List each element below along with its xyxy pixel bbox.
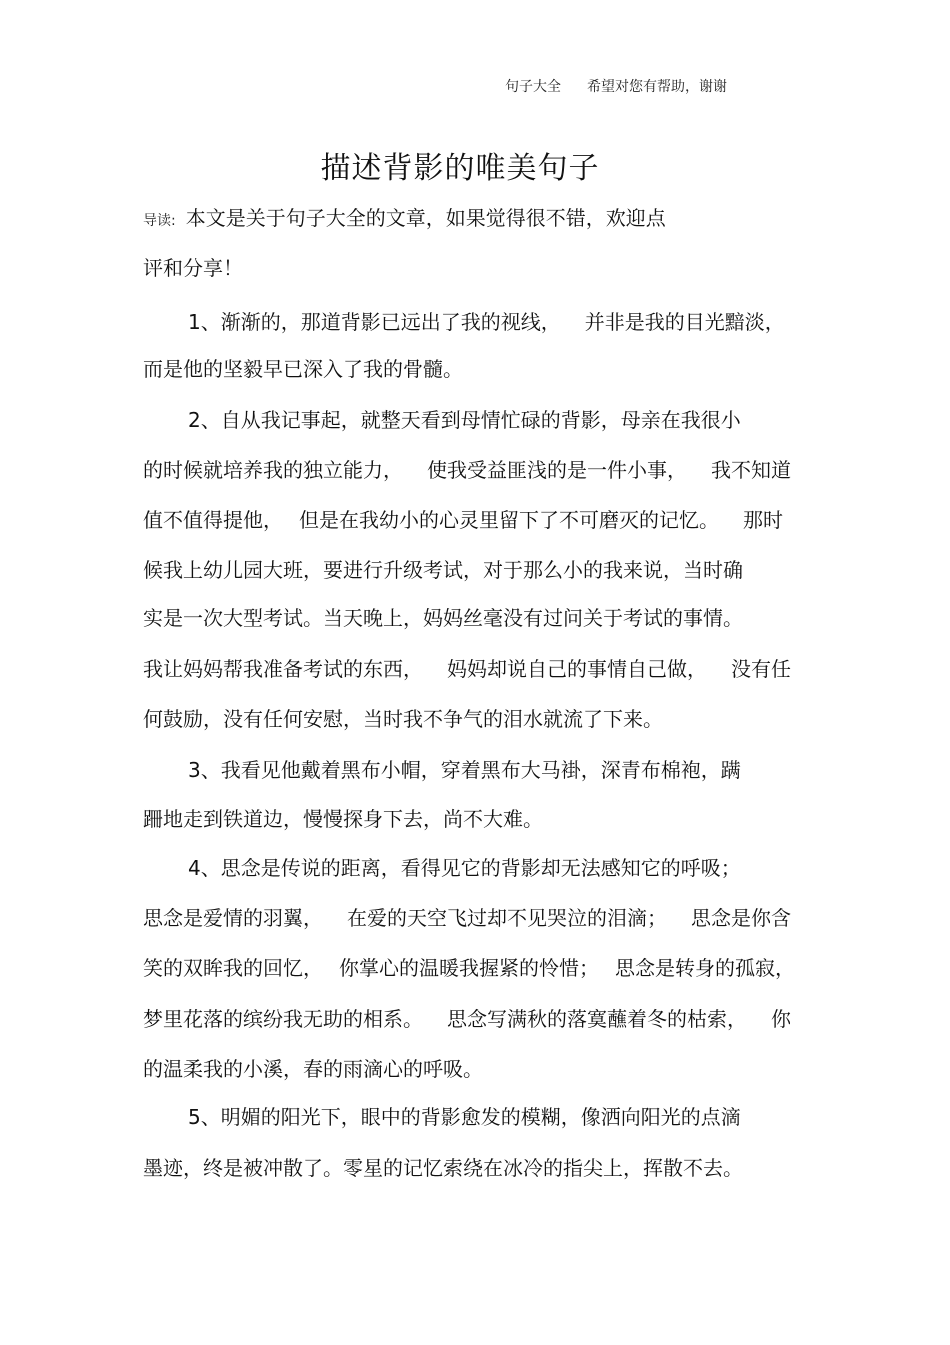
- paragraph-line: [143, 905, 791, 931]
- text-segment: 4、思念是传说的距离，看得见它的背影却无法感知它的呼吸；: [188, 856, 741, 880]
- header-left-text: 句子大全: [505, 79, 561, 95]
- header-right-text: 希望对您有帮助，谢谢: [587, 79, 727, 95]
- text-segment: 思念是爱情的羽翼，: [143, 906, 323, 930]
- paragraph-line: [188, 855, 741, 881]
- text-segment: 我不知道: [711, 458, 791, 482]
- text-segment: 并非是我的目光黯淡，: [584, 310, 785, 334]
- text-segment: 墨迹，终是被冲散了。零星的记忆索绕在冰冷的指尖上，挥散不去。: [143, 1156, 743, 1180]
- text-segment: 3、我看见他戴着黑布小帽，穿着黑布大马褂，深青布棉袍，蹒: [188, 758, 741, 782]
- text-segment: 候我上幼儿园大班，要进行升级考试，对于那么小的我来说，当时确: [143, 558, 743, 582]
- paragraph-line: [143, 356, 463, 382]
- text-segment: 的温柔我的小溪，春的雨滴心的呼吸。: [143, 1057, 483, 1081]
- text-segment: 思念写满秋的落寞蘸着冬的枯索，: [447, 1007, 747, 1031]
- page-header: [505, 76, 727, 96]
- text-segment: 1、渐渐的，那道背影已远出了我的视线，: [188, 310, 561, 334]
- text-segment: 但是在我幼小的心灵里留下了不可磨灭的记忆。: [299, 508, 719, 532]
- text-segment: 在爱的天空飞过却不见哭泣的泪滴；: [347, 906, 667, 930]
- paragraph-line: [188, 1104, 741, 1130]
- paragraph-line: [143, 507, 783, 533]
- paragraph-line: [143, 605, 743, 631]
- text-segment: 跚地走到铁道边，慢慢探身下去，尚不大难。: [143, 807, 543, 831]
- text-segment: 梦里花落的缤纷我无助的相系。: [143, 1007, 423, 1031]
- paragraph-line: [188, 407, 741, 433]
- text-segment: 没有任: [731, 657, 791, 681]
- text-segment: 何鼓励，没有任何安慰，当时我不争气的泪水就流了下来。: [143, 707, 663, 731]
- paragraph-line: [143, 557, 743, 583]
- text-segment: 你掌心的温暖我握紧的怜惜；: [339, 956, 599, 980]
- paragraph-line: [143, 806, 543, 832]
- text-segment: 5、明媚的阳光下，眼中的背影愈发的模糊，像洒向阳光的点滴: [188, 1105, 741, 1129]
- intro-text-1: 本文是关于句子大全的文章，如果觉得很不错，欢迎点: [185, 206, 666, 230]
- paragraph-line: [143, 656, 791, 682]
- paragraph-line: [143, 457, 791, 483]
- text-segment: 那时: [743, 508, 783, 532]
- text-segment: 2、自从我记事起，就整天看到母情忙碌的背影，母亲在我很小: [188, 408, 741, 432]
- text-segment: 思念是转身的孤寂，: [615, 956, 795, 980]
- text-segment: 而是他的坚毅早已深入了我的骨髓。: [143, 357, 463, 381]
- text-segment: 的时候就培养我的独立能力，: [143, 458, 403, 482]
- intro-line-1: [143, 205, 666, 234]
- text-segment: 你: [771, 1007, 791, 1031]
- paragraph-line: [143, 706, 663, 732]
- paragraph-line: [188, 309, 785, 335]
- page-title: 描述背影的唯美句子: [320, 151, 600, 186]
- paragraph-line: [143, 1056, 483, 1082]
- paragraph-line: [143, 955, 795, 981]
- intro-line-2: 评和分享！: [143, 256, 243, 280]
- text-segment: 笑的双眸我的回忆，: [143, 956, 323, 980]
- paragraph-line: [143, 1155, 743, 1181]
- text-segment: 我让妈妈帮我准备考试的东西，: [143, 657, 423, 681]
- paragraph-line: [188, 757, 741, 783]
- text-segment: 实是一次大型考试。当天晚上，妈妈丝毫没有过问关于考试的事情。: [143, 606, 743, 630]
- intro-label: 导读:: [143, 213, 176, 229]
- text-segment: 思念是你含: [691, 906, 791, 930]
- text-segment: 妈妈却说自己的事情自己做，: [447, 657, 707, 681]
- text-segment: 使我受益匪浅的是一件小事，: [427, 458, 687, 482]
- paragraph-line: [143, 1006, 791, 1032]
- text-segment: 值不值得提他，: [143, 508, 283, 532]
